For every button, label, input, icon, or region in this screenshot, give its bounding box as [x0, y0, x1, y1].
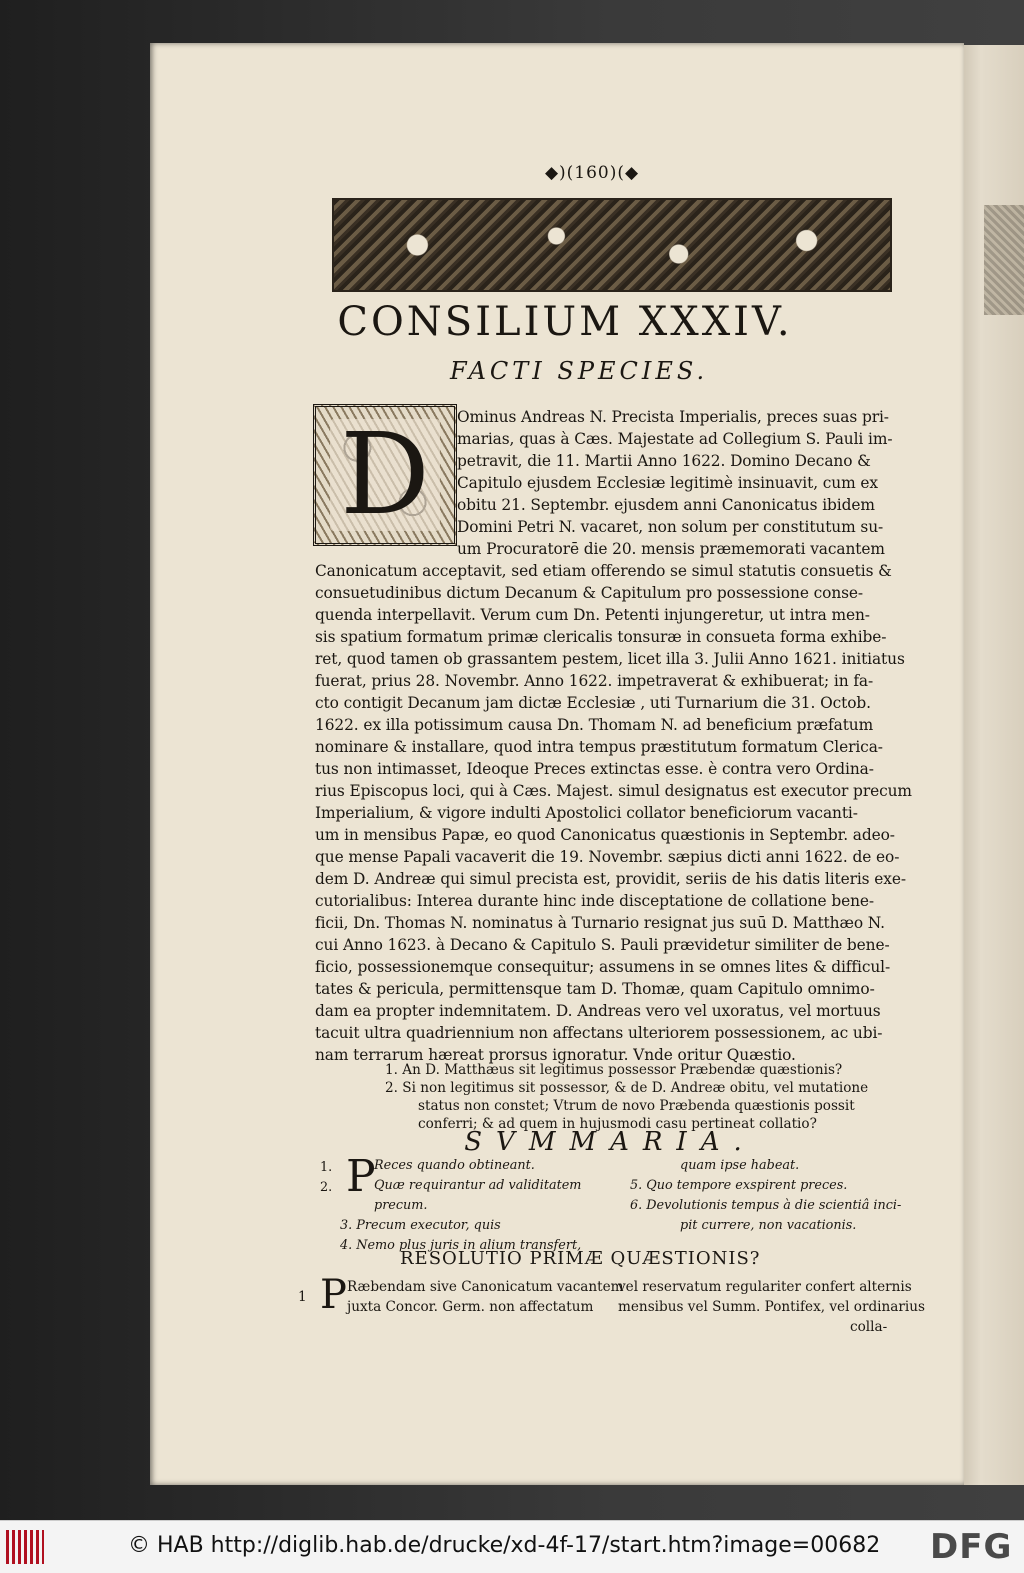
footer-credit-link[interactable]: © HAB http://diglib.hab.de/drucke/xd-4f-17/start.htm?image=00682: [128, 1533, 881, 1558]
body-line: 1622. ex illa potissimum causa Dn. Thomam N. ad beneficium præfatum: [315, 716, 874, 734]
body-line: fuerat, prius 28. Novembr. Anno 1622. impetraverat & exhibuerat; in fa-: [315, 672, 874, 690]
body-line: tus non intimasset, Ideoque Preces extinctas esse. è contra vero Ordina-: [315, 760, 874, 778]
summaria-number: 2.: [320, 1180, 333, 1195]
body-line: nominare & installare, quod intra tempus præstitutum formatum Clerica-: [315, 738, 883, 756]
resolutio-line: vel reservatum regulariter confert alternis: [618, 1279, 912, 1295]
body-line: marias, quas à Cæs. Majestate ad Collegium S. Pauli im-: [457, 430, 893, 448]
summaria-initial: P: [346, 1151, 376, 1202]
resolutio-line: juxta Concor. Germ. non affectatum: [347, 1299, 594, 1315]
book-page: [150, 43, 964, 1485]
summaria-line: 6. Devolutionis tempus à die scientiâ inci-: [630, 1198, 902, 1213]
facing-page-ornament: [984, 205, 1024, 315]
body-line: um in mensibus Papæ, eo quod Canonicatus quæstionis in Septembr. adeo-: [315, 826, 895, 844]
body-line: consuetudinibus dictum Decanum & Capitulum pro possessione conse-: [315, 584, 864, 602]
resolutio-catchword: colla-: [850, 1319, 888, 1335]
resolutio-line: mensibus vel Summ. Pontifex, vel ordinarius: [618, 1299, 925, 1315]
summaria-line: 5. Quo tempore exspirent preces.: [630, 1178, 848, 1193]
body-line: cto contigit Decanum jam dictæ Ecclesiæ , uti Turnarium die 31. Octob.: [315, 694, 871, 712]
summaria-line: quam ipse habeat.: [680, 1158, 800, 1173]
body-line: Ominus Andreas N. Precista Imperialis, preces suas pri-: [457, 408, 889, 426]
body-line: dem D. Andreæ qui simul precista est, providit, seriis de his datis literis exe-: [315, 870, 906, 888]
body-line: um Procuratorē die 20. mensis præmemorati vacantem: [457, 540, 885, 558]
body-line: Domini Petri N. vacaret, non solum per constitutum su-: [457, 518, 884, 536]
woodcut-ornament-band: [332, 198, 892, 292]
body-line: sis spatium formatum primæ clericalis tonsuræ in consueta forma exhibe-: [315, 628, 887, 646]
section-subtitle: FACTI SPECIES.: [450, 357, 709, 385]
viewer-footer: [0, 1520, 1024, 1573]
dfg-logo: DFG: [930, 1527, 1013, 1567]
decorated-initial: [313, 404, 457, 546]
body-line: tacuit ultra quadriennium non affectans ulteriorem possessionem, ac ubi-: [315, 1024, 883, 1042]
body-line: cutorialibus: Interea durante hinc inde disceptatione de collatione bene-: [315, 892, 875, 910]
summaria-line: 3. Precum executor, quis: [340, 1218, 501, 1233]
question-line: status non constet; Vtrum de novo Præbenda quæstionis possit: [418, 1098, 855, 1114]
body-line: ficii, Dn. Thomas N. nominatus à Turnario resignat jus suū D. Matthæo N.: [315, 914, 885, 932]
summaria-line: pit currere, non vacationis.: [680, 1218, 857, 1233]
summaria-number: 1.: [320, 1160, 333, 1175]
body-line: petravit, die 11. Martii Anno 1622. Domino Decano &: [457, 452, 871, 470]
body-line: Canonicatum acceptavit, sed etiam offerendo se simul statutis consuetis &: [315, 562, 892, 580]
resolutio-initial: P: [320, 1272, 347, 1318]
facing-page-edge: [962, 45, 1024, 1485]
body-line: ficio, possessionemque consequitur; assumens in se omnes lites & difficul-: [315, 958, 891, 976]
summaria-line: precum.: [374, 1198, 428, 1213]
body-line: quenda interpellavit. Verum cum Dn. Petenti injungeretur, ut intra men-: [315, 606, 870, 624]
resolutio-line: Ræbendam sive Canonicatum vacantem: [347, 1279, 624, 1295]
initial-letter: D: [330, 419, 440, 531]
body-line: rius Episcopus loci, qui à Cæs. Majest. simul designatus est executor precum: [315, 782, 912, 800]
summaria-line: 4. Nemo plus juris in alium transfert,: [340, 1238, 582, 1253]
body-line: Imperialium, & vigore indulti Apostolici collator beneficiorum vacanti-: [315, 804, 858, 822]
body-line: nam terrarum hæreat prorsus ignoratur. Vnde oritur Quæstio.: [315, 1046, 796, 1064]
body-line: ret, quod tamen ob grassantem pestem, licet illa 3. Julii Anno 1621. initiatus: [315, 650, 905, 668]
body-line: tates & pericula, permittensque tam D. Thomæ, quam Capitulo omnimo-: [315, 980, 875, 998]
question-line: 2. Si non legitimus sit possessor, & de D. Andreæ obitu, vel mutatione: [385, 1080, 869, 1096]
body-line: obitu 21. Septembr. ejusdem anni Canonicatus ibidem: [457, 496, 875, 514]
resolutio-heading: RESOLUTIO PRIMÆ QUÆSTIONIS?: [400, 1248, 761, 1269]
body-line: que mense Papali vacaverit die 19. Novembr. sæpius dicti anni 1622. de eo-: [315, 848, 900, 866]
summaria-line: Reces quando obtineant.: [374, 1158, 535, 1173]
summaria-line: Quæ requirantur ad validitatem: [374, 1178, 582, 1193]
body-line: cui Anno 1623. à Decano & Capitulo S. Pauli prævidetur similiter de bene-: [315, 936, 890, 954]
page-title: CONSILIUM XXXIV.: [337, 299, 793, 345]
body-line: dam ea propter indemnitatem. D. Andreas vero vel uxoratus, vel mortuus: [315, 1002, 881, 1020]
body-line: Capitulo ejusdem Ecclesiæ legitimè insinuavit, cum ex: [457, 474, 878, 492]
question-line: 1. An D. Matthæus sit legitimus possessor Præbendæ quæstionis?: [385, 1062, 843, 1078]
summaria-heading: SVMMARIA.: [464, 1127, 756, 1157]
hab-logo-icon: [6, 1530, 44, 1564]
page-number: ◆)(160)(◆: [544, 163, 640, 183]
question-line: conferri; & ad quem in hujusmodi casu pertineat collatio?: [418, 1116, 817, 1132]
resolutio-marker: 1: [298, 1289, 307, 1305]
